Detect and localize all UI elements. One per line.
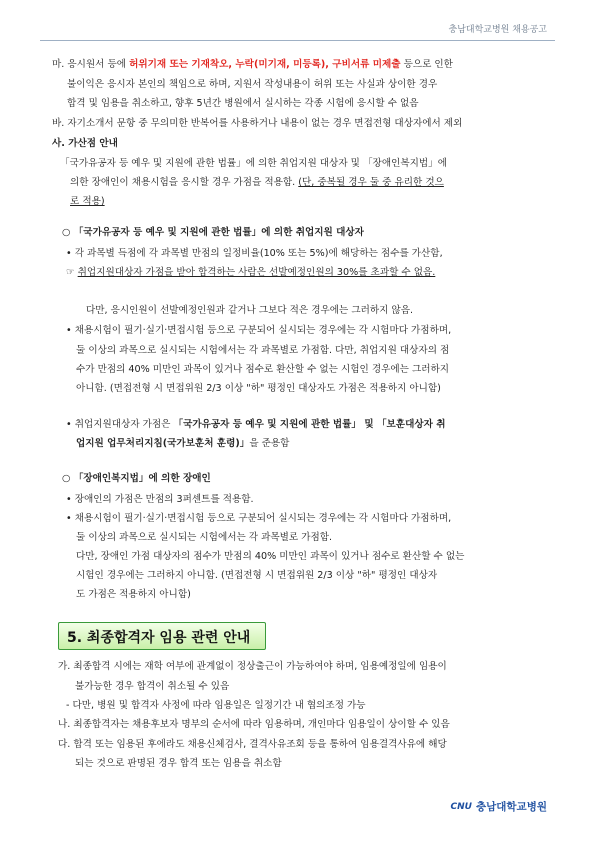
veterans-bullet-2-line-2: 둘 이상의 과목으로 실시되는 시험에서는 각 과목별로 가점함. 다만, 취업지원 대상자의 점 xyxy=(76,345,450,356)
hospital-logo-name: 충남대학교병원 xyxy=(475,801,547,813)
section-sa-title: 사. 가산점 안내 xyxy=(52,138,118,149)
item-ma-line-3: 합격 및 임용을 취소하고, 향후 5년간 병원에서 실시하는 각종 시험에 응시할 수 없음 xyxy=(67,98,419,109)
subheading-disabled: ○ 「장애인복지법」에 의한 장애인 xyxy=(62,473,211,484)
disabled-bullet-2-line-3: 다만, 장애인 가점 대상자의 점수가 만점의 40% 미만인 과목이 있거나 점수로 환산할 수 없는 xyxy=(76,551,465,562)
veterans-note: ☞ 취업지원대상자 가점을 받아 합격하는 사람은 선발예정인원의 30%를 초과할 수 없음. xyxy=(66,267,436,278)
subheading-veterans: ○ 「국가유공자 등 예우 및 지원에 관한 법률」에 의한 취업지원 대상자 xyxy=(62,227,364,238)
sa-line-1: 「국가유공자 등 예우 및 지원에 관한 법률」에 의한 취업지원 대상자 및 「장애인복지법」에 xyxy=(60,158,448,169)
disabled-bullet-2-line-2: 둘 이상의 과목으로 실시되는 시험에서는 각 과목별로 가점함. xyxy=(76,532,333,543)
veterans-bullet-2-line-3: 수가 만점의 40% 미만인 과목이 있거나 점수로 환산할 수 없는 시험인 경우에는 그러하지 xyxy=(76,364,450,375)
sa-line-2: 의한 장애인이 채용시험을 응시할 경우 가점을 적용함. (단, 중복될 경우 둘 중 유리한 것으 xyxy=(70,177,444,188)
header-divider xyxy=(40,40,555,41)
veterans-bullet-1: • 각 과목별 득점에 각 과목별 만점의 일정비율(10% 또는 5%)에 해당하는 점수를 가산함, xyxy=(66,248,443,259)
item-na-line-1: 나. 최종합격자는 채용후보자 명부의 순서에 따라 임용하며, 개인마다 임용일이 상이할 수 있음 xyxy=(58,719,450,730)
item-ma-line-2: 불이익은 응시자 본인의 책임으로 하며, 지원서 작성내용이 허위 또는 사실과 상이한 경우 xyxy=(67,79,438,90)
item-da-line-1: 다. 합격 또는 임용된 후에라도 채용신체검사, 결격사유조회 등을 통하여 임용결격사유에 해당 xyxy=(58,739,447,750)
hospital-logo-mark: CNU xyxy=(450,801,472,812)
veterans-bullet-2-line-4: 아니함. (면접전형 시 면접위원 2/3 이상 "하" 평정인 대상자도 가점은 적용하지 아니함) xyxy=(76,383,441,394)
sa-line-3: 로 적용) xyxy=(70,196,105,207)
veterans-bullet-3-line-1: • 취업지원대상자 가점은 「국가유공자 등 예우 및 지원에 관한 법률」 및 「보훈대상자 취 xyxy=(66,419,446,430)
hospital-logo xyxy=(451,799,547,814)
veterans-bullet-2-line-1: • 채용시험이 필기·실기·면접시험 등으로 구분되어 실시되는 경우에는 각 시험마다 가점하며, xyxy=(66,325,452,336)
veterans-bullet-3-line-2: 업지원 업무처리지침(국가보훈처 훈령)」을 준용함 xyxy=(76,438,290,449)
disabled-bullet-1: • 장애인의 가점은 만점의 3퍼센트를 적용함. xyxy=(66,494,254,505)
section-5-heading: 5. 최종합격자 임용 관련 안내 xyxy=(67,630,251,646)
item-ba-line-1: 바. 자기소개서 문항 중 무의미한 반복어를 사용하거나 내용이 없는 경우 면접전형 대상자에서 제외 xyxy=(52,118,463,129)
veterans-note-2: 다만, 응시인원이 선발예정인원과 같거나 그보다 적은 경우에는 그러하지 않음. xyxy=(86,305,414,316)
item-ma-line-1: 마. 응시원서 등에 허위기재 또는 기재착오, 누락(미기재, 미등록), 구비서류 미제출 등으로 인한 xyxy=(52,59,453,70)
disabled-bullet-2-line-5: 도 가점은 적용하지 아니함) xyxy=(76,589,191,600)
item-da-line-2: 되는 것으로 판명된 경우 합격 또는 임용을 취소함 xyxy=(75,758,282,769)
section-5-heading-box xyxy=(58,622,266,650)
item-ga-line-3: - 다만, 병원 및 합격자 사정에 따라 임용일은 일정기간 내 협의조정 가능 xyxy=(66,700,366,711)
disabled-bullet-2-line-1: • 채용시험이 필기·실기·면접시험 등으로 구분되어 실시되는 경우에는 각 시험마다 가점하며, xyxy=(66,513,452,524)
disabled-bullet-2-line-4: 시험인 경우에는 그러하지 아니함. (면접전형 시 면접위원 2/3 이상 "하" 평정인 대상자 xyxy=(76,570,438,581)
item-ga-line-1: 가. 최종합격 시에는 재학 여부에 관계없이 정상출근이 가능하여야 하며, 임용예정일에 임용이 xyxy=(58,661,447,672)
header-title: 충남대학교병원 채용공고 xyxy=(448,25,547,35)
item-ga-line-2: 불가능한 경우 합격이 취소될 수 있음 xyxy=(75,681,230,692)
